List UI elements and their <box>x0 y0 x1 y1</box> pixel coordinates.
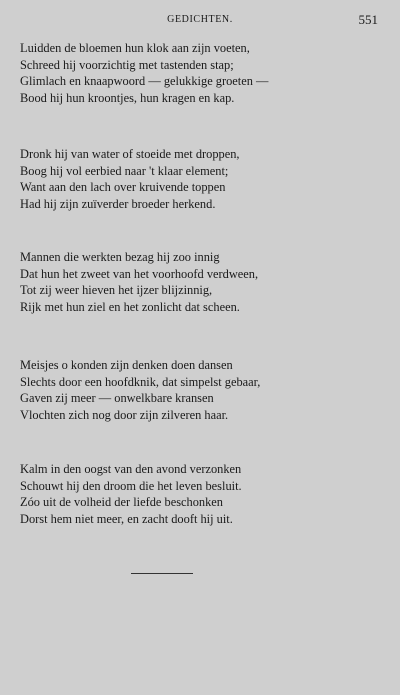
page-number: 551 <box>358 12 378 27</box>
verse-line: Had hij zijn zuïverder broeder herkend. <box>20 196 216 211</box>
verse-line: Boog hij vol eerbied naar 't klaar element; <box>20 163 229 178</box>
running-title: GEDICHTEN. <box>167 14 233 25</box>
verse-line: Vlochten zich nog door zijn zilveren haar. <box>20 407 229 422</box>
verse-line: Tot zij weer hieven het ijzer blijzinnig, <box>20 283 213 297</box>
stanza-1 <box>20 40 390 106</box>
stanza-3 <box>20 249 390 315</box>
verse-line: Schreed hij voorzichtig met tastenden stap; <box>20 57 234 72</box>
verse-line: Gaven zij meer — onwelkbare kransen <box>20 391 214 405</box>
verse-line: Kalm in den oogst van den avond verzonken <box>20 462 242 476</box>
verse-line: Rijk met hun ziel en het zonlicht dat scheen. <box>20 299 240 314</box>
verse-line: Zóo uit de volheid der liefde beschonken <box>20 495 224 509</box>
verse-line: Bood hij hun kroontjes, hun kragen en kap. <box>20 90 235 105</box>
verse-line: Want aan den lach over kruivende toppen <box>20 180 226 194</box>
stanza-5 <box>20 461 390 527</box>
running-head <box>0 12 400 28</box>
verse-line: Glimlach en knaapwoord — gelukkige groeten — <box>20 74 269 88</box>
stanza-2 <box>20 146 390 212</box>
verse-line: Schouwt hij den droom die het leven besluit. <box>20 478 242 493</box>
verse-line: Luidden de bloemen hun klok aan zijn voeten, <box>20 41 250 55</box>
verse-line: Dat hun het zweet van het voorhoofd verdween, <box>20 266 259 281</box>
stanza-4 <box>20 357 390 423</box>
verse-line: Slechts door een hoofdknik, dat simpelst gebaar, <box>20 374 261 389</box>
verse-line: Mannen die werkten bezag hij zoo innig <box>20 250 220 264</box>
verse-line: Meisjes o konden zijn denken doen dansen <box>20 358 233 372</box>
closing-rule <box>131 573 193 574</box>
verse-line: Dronk hij van water of stoeide met droppen, <box>20 147 240 161</box>
verse-line: Dorst hem niet meer, en zacht dooft hij uit. <box>20 511 233 526</box>
